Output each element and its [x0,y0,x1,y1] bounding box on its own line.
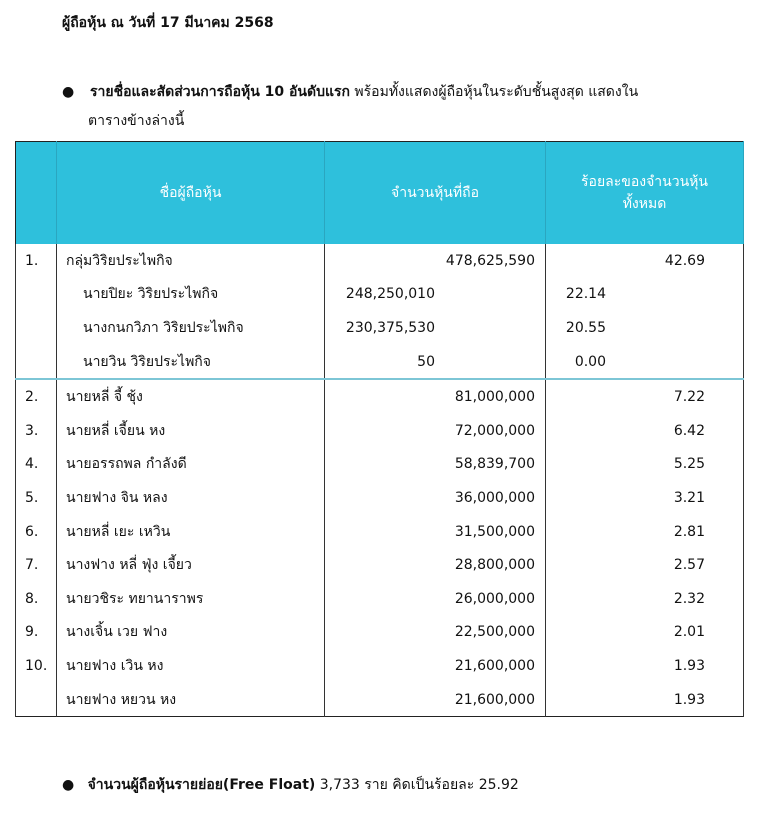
holder-percent: 42.69 [546,244,744,278]
member-shares: 50 [417,353,435,370]
member-percent: 22.14 [565,286,606,303]
intro-text-line2: ตารางข้างล่างนี้ [88,113,185,129]
holder-name: นางเจิ้น เวย ฟาง [57,616,325,650]
intro-paragraph [62,78,752,136]
header-percent-line1: ร้อยละของจำนวนหุ้น [581,174,708,190]
member-shares: 230,375,530 [345,319,435,336]
holder-name: นายอรรถพล กำลังดี [57,448,325,482]
free-float-bold: จำนวนผู้ถือหุ้นรายย่อย(Free Float) [87,777,316,793]
bullet-icon: ● [62,777,75,793]
table-row [16,345,744,380]
holder-name: นายฟาง เวิน หง [57,649,325,683]
table-row [16,683,744,717]
header-percent-line2: ทั้งหมด [622,196,667,212]
table-row [16,515,744,549]
holder-percent: 1.93 [546,649,744,683]
bullet-icon: ● [62,84,75,100]
table-row [16,616,744,650]
holder-percent: 3.21 [546,481,744,515]
intro-bold-text: รายชื่อและสัดส่วนการถือหุ้น 10 อันดับแรก [90,84,350,100]
table-row [16,278,744,312]
header-no [16,142,57,245]
row-number [16,683,57,717]
row-number: 10. [16,649,57,683]
holder-name: นายหลี่ เยะ เหวิน [57,515,325,549]
header-percent [546,142,744,245]
holder-percent: 1.93 [546,683,744,717]
row-number: 6. [16,515,57,549]
holder-percent: 6.42 [546,414,744,448]
member-percent: 0.00 [574,353,606,370]
holder-percent: 2.01 [546,616,744,650]
row-number: 1. [16,244,57,278]
header-name: ชื่อผู้ถือหุ้น [57,142,325,245]
table-row [16,481,744,515]
holder-shares: 36,000,000 [325,481,546,515]
holder-shares: 81,000,000 [325,379,546,414]
holder-shares: 21,600,000 [325,649,546,683]
holder-percent: 7.22 [546,379,744,414]
holder-percent: 2.32 [546,582,744,616]
table-header-row [16,142,744,245]
holder-name: นายฟาง หยวน หง [57,683,325,717]
holder-name: นายวชิระ ทยานาราพร [57,582,325,616]
member-name: นายวิน วิริยประไพกิจ [57,345,325,380]
table-row [16,582,744,616]
holder-shares: 26,000,000 [325,582,546,616]
member-name: นางกนกวิภา วิริยประไพกิจ [57,311,325,345]
row-number: 5. [16,481,57,515]
page-heading: ผู้ถือหุ้น ณ วันที่ 17 มีนาคม 2568 [62,15,274,31]
holder-shares: 21,600,000 [325,683,546,717]
member-name: นายปิยะ วิริยประไพกิจ [57,278,325,312]
member-percent: 20.55 [565,319,606,336]
table-row [16,448,744,482]
table-row [16,649,744,683]
free-float-text: 3,733 ราย คิดเป็นร้อยละ 25.92 [315,777,519,793]
row-number: 9. [16,616,57,650]
holder-percent: 2.81 [546,515,744,549]
holder-shares: 72,000,000 [325,414,546,448]
holder-shares: 22,500,000 [325,616,546,650]
table-row [16,414,744,448]
free-float-line [62,774,519,796]
holder-name: นายฟาง จิน หลง [57,481,325,515]
holder-name: นางฟาง หลี่ ฟุ่ง เจี้ยว [57,548,325,582]
holder-shares: 28,800,000 [325,548,546,582]
holder-name: นายหลี่ เจี้ยน หง [57,414,325,448]
row-number: 3. [16,414,57,448]
intro-text: พร้อมทั้งแสดงผู้ถือหุ้นในระดับชั้นสูงสุด แสดงใน [349,84,639,100]
table-row [16,548,744,582]
table-row [16,311,744,345]
holder-name: นายหลี่ จี้ ชุ้ง [57,379,325,414]
holder-percent: 2.57 [546,548,744,582]
row-number: 4. [16,448,57,482]
holder-shares: 478,625,590 [325,244,546,278]
holder-name: กลุ่มวิริยประไพกิจ [57,244,325,278]
row-number: 8. [16,582,57,616]
row-number: 2. [16,379,57,414]
row-number: 7. [16,548,57,582]
table-row [16,379,744,414]
holder-shares: 58,839,700 [325,448,546,482]
holder-shares: 31,500,000 [325,515,546,549]
holder-percent: 5.25 [546,448,744,482]
shareholders-table [15,141,744,717]
table-row [16,244,744,278]
header-shares: จำนวนหุ้นที่ถือ [325,142,546,245]
member-shares: 248,250,010 [345,286,435,303]
